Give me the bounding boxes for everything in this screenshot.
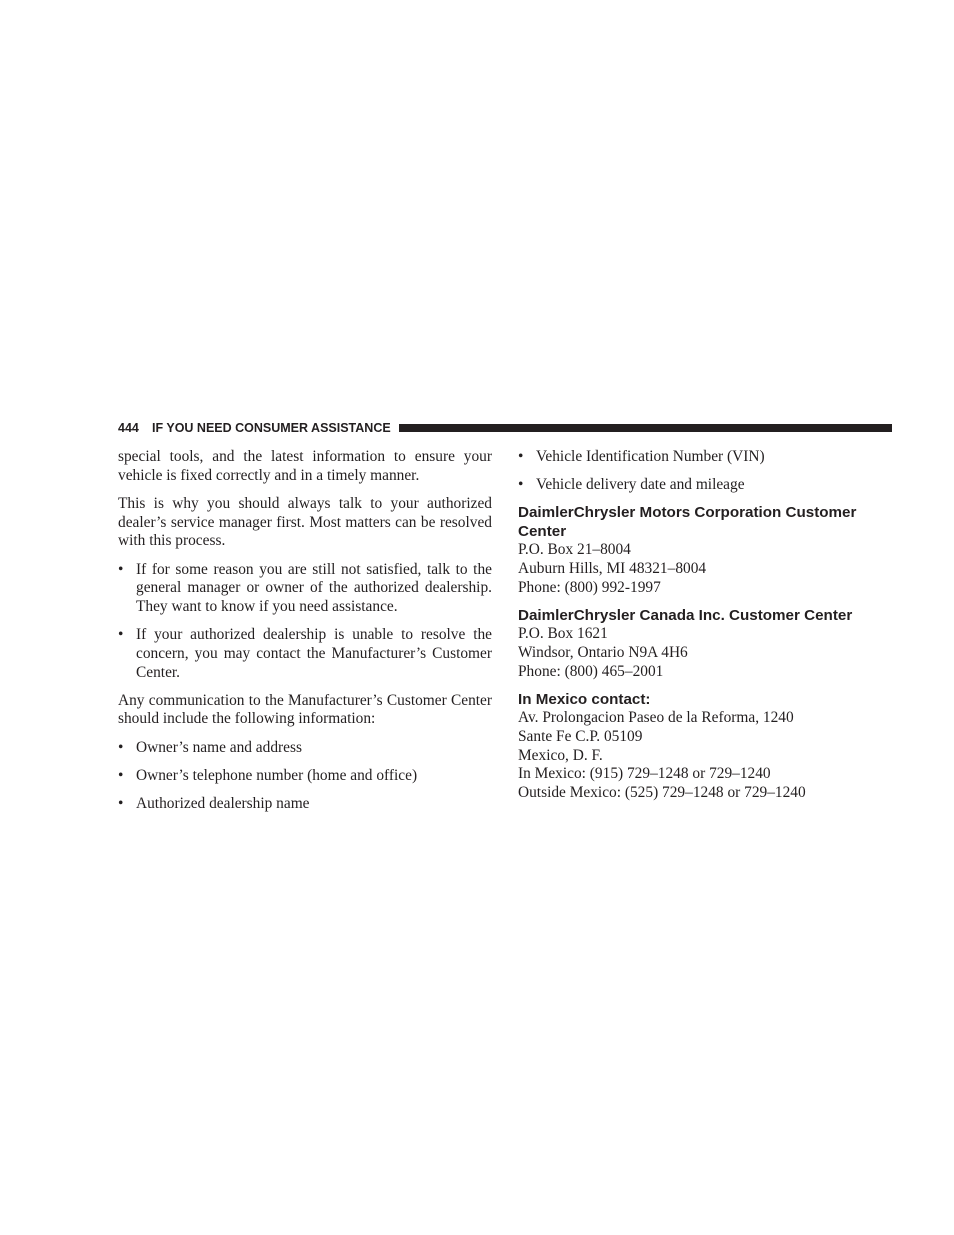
bullet-icon: • — [118, 795, 124, 813]
canada-center-address — [518, 625, 892, 681]
us-center-heading: DaimlerChrysler Motors Corporation Customer Center — [518, 504, 857, 540]
list-item-text: Owner’s telephone number (home and office) — [136, 766, 418, 784]
paragraph-talk-to-dealer: This is why you should always talk to your authorized dealer’s service manager first. Most matters can be resolved with this process. — [118, 494, 492, 550]
page-number: 444 — [118, 421, 139, 435]
paragraph-special-tools: special tools, and the latest information to ensure your vehicle is fixed correctly and in a timely manner. — [118, 448, 492, 484]
list-item-text: If for some reason you are still not satisfied, talk to the general manager or owner of the authorized dealership. They want to know if you need assistance. — [136, 560, 492, 615]
list-item-text: Vehicle Identification Number (VIN) — [536, 448, 765, 465]
left-column — [118, 448, 492, 823]
bullet-icon: • — [118, 560, 124, 578]
phone-line: Phone: (800) 992-1997 — [518, 578, 661, 596]
canada-center-heading: DaimlerChrysler Canada Inc. Customer Center — [518, 606, 853, 624]
mexico-contact-heading: In Mexico contact: — [518, 690, 651, 708]
escalation-list — [118, 561, 492, 683]
address-line: P.O. Box 21–8004 — [518, 541, 631, 559]
us-center-address — [518, 541, 892, 597]
information-list — [118, 739, 492, 814]
address-line: Sante Fe C.P. 05109 — [518, 727, 643, 745]
list-item-text: Vehicle delivery date and mileage — [536, 476, 745, 494]
header-rule — [399, 424, 892, 432]
address-line: P.O. Box 1621 — [518, 625, 608, 643]
list-item — [118, 739, 492, 758]
phone-line: In Mexico: (915) 729–1248 or 729–1240 — [518, 765, 771, 783]
page-header — [118, 419, 892, 437]
bullet-icon: • — [118, 626, 124, 644]
list-item — [118, 795, 492, 814]
address-line: Av. Prolongacion Paseo de la Reforma, 1240 — [518, 709, 794, 727]
address-line: Windsor, Ontario N9A 4H6 — [518, 643, 688, 661]
bullet-icon: • — [118, 766, 124, 784]
list-item — [118, 626, 492, 682]
section-title: IF YOU NEED CONSUMER ASSISTANCE — [152, 421, 391, 435]
mexico-contact-address — [518, 709, 892, 803]
address-line: Mexico, D. F. — [518, 746, 603, 764]
list-item-text: Owner’s name and address — [136, 738, 302, 756]
phone-line: Phone: (800) 465–2001 — [518, 662, 664, 680]
list-item-text: Authorized dealership name — [136, 795, 310, 813]
right-column — [518, 448, 892, 812]
list-item-text: If your authorized dealership is unable to resolve the concern, you may contact the Manufacturer’s Customer Center. — [136, 626, 492, 681]
list-item — [518, 448, 892, 467]
information-list-continued — [518, 448, 892, 495]
address-line: Auburn Hills, MI 48321–8004 — [518, 559, 707, 577]
bullet-icon: • — [518, 476, 524, 494]
bullet-icon: • — [118, 738, 124, 756]
phone-line: Outside Mexico: (525) 729–1248 or 729–1240 — [518, 784, 806, 802]
list-item — [118, 767, 492, 786]
paragraph-communication: Any communication to the Manufacturer’s Customer Center should include the following information: — [118, 691, 492, 728]
bullet-icon: • — [518, 448, 524, 465]
list-item — [518, 476, 892, 495]
list-item — [118, 561, 492, 617]
